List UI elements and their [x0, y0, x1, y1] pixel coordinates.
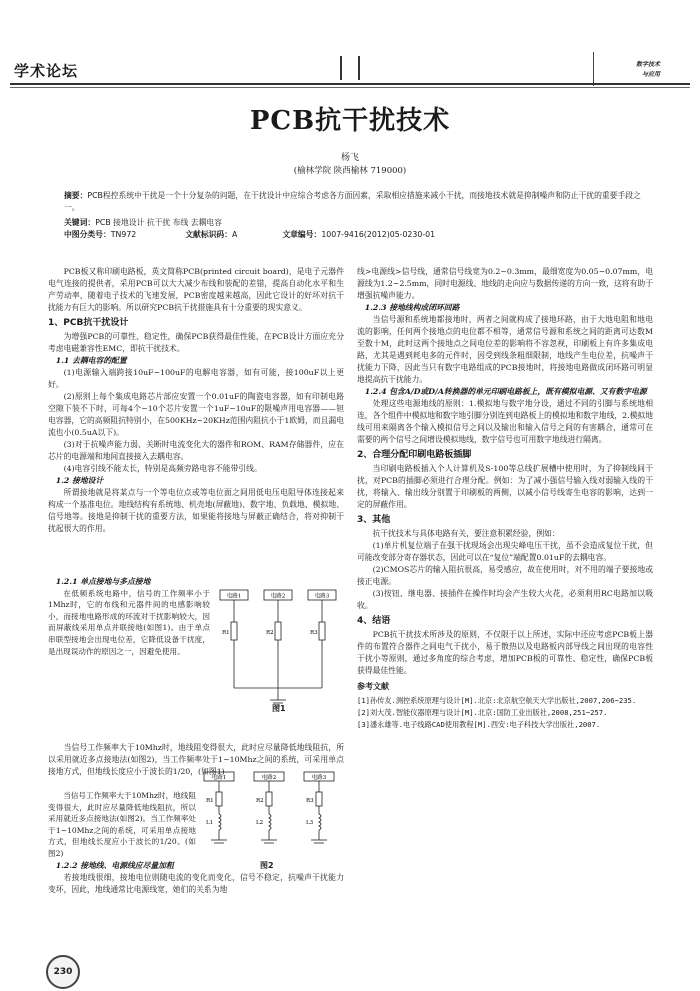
fig1-r2-label: R2	[266, 630, 274, 636]
journal-logo	[593, 52, 664, 86]
article-no-value: 1007-9416(2012)05-0230-01	[321, 230, 436, 239]
figure-1-diagram	[212, 588, 344, 738]
fig2-circuit-1-label: 电路1	[211, 775, 227, 781]
paragraph: 线>电源线>信号线，通常信号线宽为0.2~0.3mm，最细宽度为0.05~0.07mm，电源线为1.2~2.5mm，同时电源线、地线的走向应与数据传递的方向一致，这将有助于增强抗噪声能力。	[357, 267, 653, 300]
reference-item: [3]潘永雄等.电子线路CAD使用教程[M].西安:电子科技大学出版社,2007.	[357, 720, 601, 729]
article-title: PCB抗干扰技术	[249, 106, 451, 136]
paragraph: 当信号工作频率大于10Mhz时，地线阻变得很大，此时应尽量降低地线阻抗，所以采用就近多点接地法(如图2)。当工作频率处于1~10Mhz之间的系统，可采用单点接地方式，但地线长度应小于波长的1/20。(如图2)	[48, 791, 196, 858]
paragraph: (1)电源输入端跨接10uF~100uF的电解电容器，如有可能，接100uF以上更好。	[48, 368, 344, 389]
paragraph: 当印刷电路板插入个人计算机及S-100等总线扩展槽中使用时，为了抑制线间干扰，对PCB的插脚必须进行合理分配。例如：为了减小强信号输入线对弱输入线的干扰，将输入、输出线分别置于印刷板的两侧，以减小信号线寄生电容的影响，达到一定的屏蔽作用。	[357, 464, 653, 509]
section-title: 学术论坛	[14, 62, 79, 80]
left-column-top	[48, 266, 344, 535]
paragraph: (3)对于抗噪声能力弱、关断时电流变化大的器件和ROM、RAM存储器件，应在芯片的电源端和地间直接接入去耦电容。	[48, 440, 344, 461]
figure-2	[198, 770, 344, 870]
logo-bottom-text: 与应用	[641, 71, 660, 78]
paragraph: (3)按钮、继电器、接插件在操作时均会产生较大火花，必须利用RC电路加以吸收。	[357, 589, 653, 610]
heading-1-2-3: 1.2.3 接地线构成闭环回路	[364, 303, 460, 312]
fig2-l2-label: L2	[256, 820, 264, 826]
paragraph: (1)单片机复位端子在强干扰现场会出现尖峰电压干扰，虽不会造成复位干扰，但可能改变部分寄存器状态，因此可以在“复位”端配置0.01uF的去耦电容。	[357, 541, 653, 562]
paragraph: 所谓接地就是将某点与一个等电位点或等电位面之间用低电压电阻导体连接起来构成一个基准电位。地线结构有系统地、机壳地(屏蔽地)、数字地、负载地、模拟地、信号地等。接地是抑制干扰的重要方法，如果能将接地与屏蔽正确结合，将对抑制干扰起很大的作用。	[48, 488, 344, 533]
paragraph: (2)原则上每个集成电路芯片部应安置一个0.01uF的陶瓷电容器，如有印制电路空隙下装不下时，可每4个~10个芯片安置一个1uF~10uF的限噪声用电容器——钽电容器，它的高频阻抗特别小，在500KHz~20KHz范围内阻抗小于1欧姆，而且漏电流也小(0.5uA以下)。	[48, 392, 344, 437]
right-column	[357, 266, 653, 731]
paragraph: (4)电容引线不能太长，特别是高频旁路电容不能带引线。	[63, 464, 262, 473]
fig2-circuit-3-label: 电路3	[311, 775, 327, 781]
article-no-label: 文章编号：	[282, 230, 322, 239]
header-rule-thin	[10, 87, 690, 88]
references-heading: 参考文献	[357, 682, 389, 691]
logo-top-text: 数字技术	[635, 61, 660, 68]
fig2-r1-label: R1	[206, 798, 214, 804]
figure-1	[212, 588, 344, 748]
intro-paragraph: PCB板又称印刷电路板，英文简称PCB(printed circuit board)，是电子元器件电气连接的提供者，采用PCB可以大大减少布线和装配的差错，提高自动化水平和生产劳动率，随着电子技术的飞速发展，PCB密度越来越高，因此它设计的好坏对抗干扰能力有巨大的影响。所以研究PCB抗干扰措施具有十分重要的现实意义。	[48, 267, 344, 312]
doc-code-value: A	[232, 230, 238, 239]
heading-1-1: 1.1 去耦电容的配置	[55, 356, 127, 365]
fig2-l3-label: L3	[306, 820, 314, 826]
paragraph: (2)CMOS芯片的输入阻抗很高，易受感应，故在使用时，对不用的端子要接地或接正电源。	[357, 565, 653, 586]
abstract	[64, 190, 644, 214]
header-rule	[10, 83, 690, 85]
heading-section-1: 1、PCB抗干扰设计	[48, 318, 129, 328]
fig1-r3-label: R3	[310, 630, 318, 636]
keywords-text: PCB 接地设计 抗干扰 布线 去耦电容	[95, 218, 222, 227]
reference-item: [1]孙传友.测控系统原理与设计[M].北京:北京航空航天大学出版社,2007,206~235.	[357, 696, 637, 705]
page-number: 230	[46, 955, 80, 989]
heading-1-2: 1.2 接地设计	[55, 476, 104, 485]
clc-label: 中图分类号：	[64, 230, 111, 239]
left-narrow-2	[48, 790, 196, 871]
left-bottom	[48, 872, 344, 896]
heading-section-2: 2、合理分配印刷电路板插脚	[357, 450, 472, 460]
left-narrow-1	[48, 576, 210, 657]
abstract-text: PCB程控系统中干扰是一个十分复杂的问题，在干扰设计中应综合考虑各方面因素，采取相应措施来减小干扰，而接地技术就是抑制噪声和防止干扰的重要手段之一。	[64, 191, 641, 212]
fig1-circuit-1-label: 电路1	[226, 593, 242, 600]
fig2-circuit-2-label: 电路2	[261, 775, 277, 781]
paragraph: 为增强PCB的可靠性、稳定性，确保PCB获得最佳性能，在PCB设计方面应充分考虑电磁兼容性EMC，即抗干扰技术。	[48, 332, 344, 353]
figure-1-caption: 图1	[272, 704, 286, 713]
abstract-label: 摘要：	[64, 191, 88, 200]
fig2-r3-label: R3	[306, 798, 314, 804]
figure-2-diagram	[198, 770, 344, 862]
heading-1-2-4: 1.2.4 包含A/D或D/A转换器的单元印刷电路板上，既有模拟电源、又有数字电源	[364, 387, 647, 396]
paragraph: PCB抗干扰技术所涉及的原则，不仅限于以上所述，实际中还应考虑PCB板上器件的布置符合器件之间电气干扰小，易于散热以及电路板内部导线之间出现的电容性干扰小等原则，通过多角度的综合考虑，增加PCB板的可靠性、稳定性，确保PCB板获得最佳性能。	[357, 630, 653, 675]
author-name: 杨飞	[340, 153, 359, 163]
paragraph: 当信号源和系统地都接地时，两者之间就构成了接地环路，由于大地电阻和地电流的影响，任何两个接地点的电位都不相等，通常信号源和系统之间的距离可达数M至数十M，此时这两个接地点之间电位差的影响将不容忽视，印刷板上有许多集成电路，尤其是遇到耗电多的元件时，因受到线条粗细限制，地线产生电位差，抗噪声干扰能力下降，因此当只有数字电路组成的PCB接地时，将接地电路做成闭环路可明显地提高抗干扰能力。	[357, 315, 653, 384]
fig1-circuit-3-label: 电路3	[314, 593, 330, 600]
figure-2-caption: 图2	[260, 861, 274, 870]
heading-1-2-1: 1.2.1 单点接地与多点接地	[55, 577, 151, 586]
fig2-r2-label: R2	[256, 798, 264, 804]
paragraph: 当信号工作频率大于10Mhz时，地线阻变得很大，此时应尽量降低地线阻抗，所以采用就近多点接地法(如图2)，当工作频率处于1~10Mhz之间的系统，可采用单点接地方式，但地线长度应小于波长的1/20，(如图1)	[48, 743, 344, 776]
doc-code-label: 文献标识码：	[185, 230, 233, 239]
classification-line	[64, 229, 644, 241]
heading-1-2-2: 1.2.2 接地线、电源线应尽量加粗	[55, 860, 174, 870]
keywords-label: 关键词：	[64, 218, 96, 227]
paragraph: 在低频系统电路中，信号的工作频率小于1Mhz时，它的布线和元器件间的电感影响较小，而接地电路形成的环流对干扰影响较大，因而屏蔽线采用单点并联接地(如图1)。由于单点串联型接地会出现电位差，它降低设备干扰度，是出现误动作的原因之一，因避免使用。	[48, 588, 210, 656]
reference-item: [2]刘大茂.智能仪器原理与设计[M].北京:国防工业出版社,2008,251~257.	[357, 708, 608, 717]
paragraph: 处理这些电源地线的原则：1.模拟地与数字地分设，通过不同的引脚与系统地相连，各个组件中模拟地和数字地引脚分别连到电路板上的模拟地和数字地线，2.模拟地线可用来隔离各个输入模拟信号之间以及输出和输入信号之间的有害耦合，通常可在需要的两个信号之间增设模拟地线，数字信号也可用数字地线进行隔离。	[357, 399, 653, 444]
paragraph: 抗干扰技术与具体电路有关，要注意积累经验，例如：	[372, 529, 560, 538]
heading-section-4: 4、结语	[357, 616, 391, 626]
header-divider-bars	[340, 56, 360, 80]
fig2-l1-label: L1	[206, 820, 214, 826]
keywords	[64, 217, 644, 229]
fig1-r1-label: R1	[222, 630, 230, 636]
heading-section-3: 3、其他	[357, 515, 391, 525]
clc-value: TN972	[110, 230, 137, 239]
fig1-circuit-2-label: 电路2	[270, 593, 286, 600]
paragraph: 若接地线很细，接地电位则随电流的变化而变化，信号不稳定，抗噪声干扰能力变坏，因此，地线通常比电源线宽，她们的关系为地	[48, 873, 344, 894]
author-affiliation: (榆林学院 陕西榆林 719000)	[293, 166, 407, 176]
